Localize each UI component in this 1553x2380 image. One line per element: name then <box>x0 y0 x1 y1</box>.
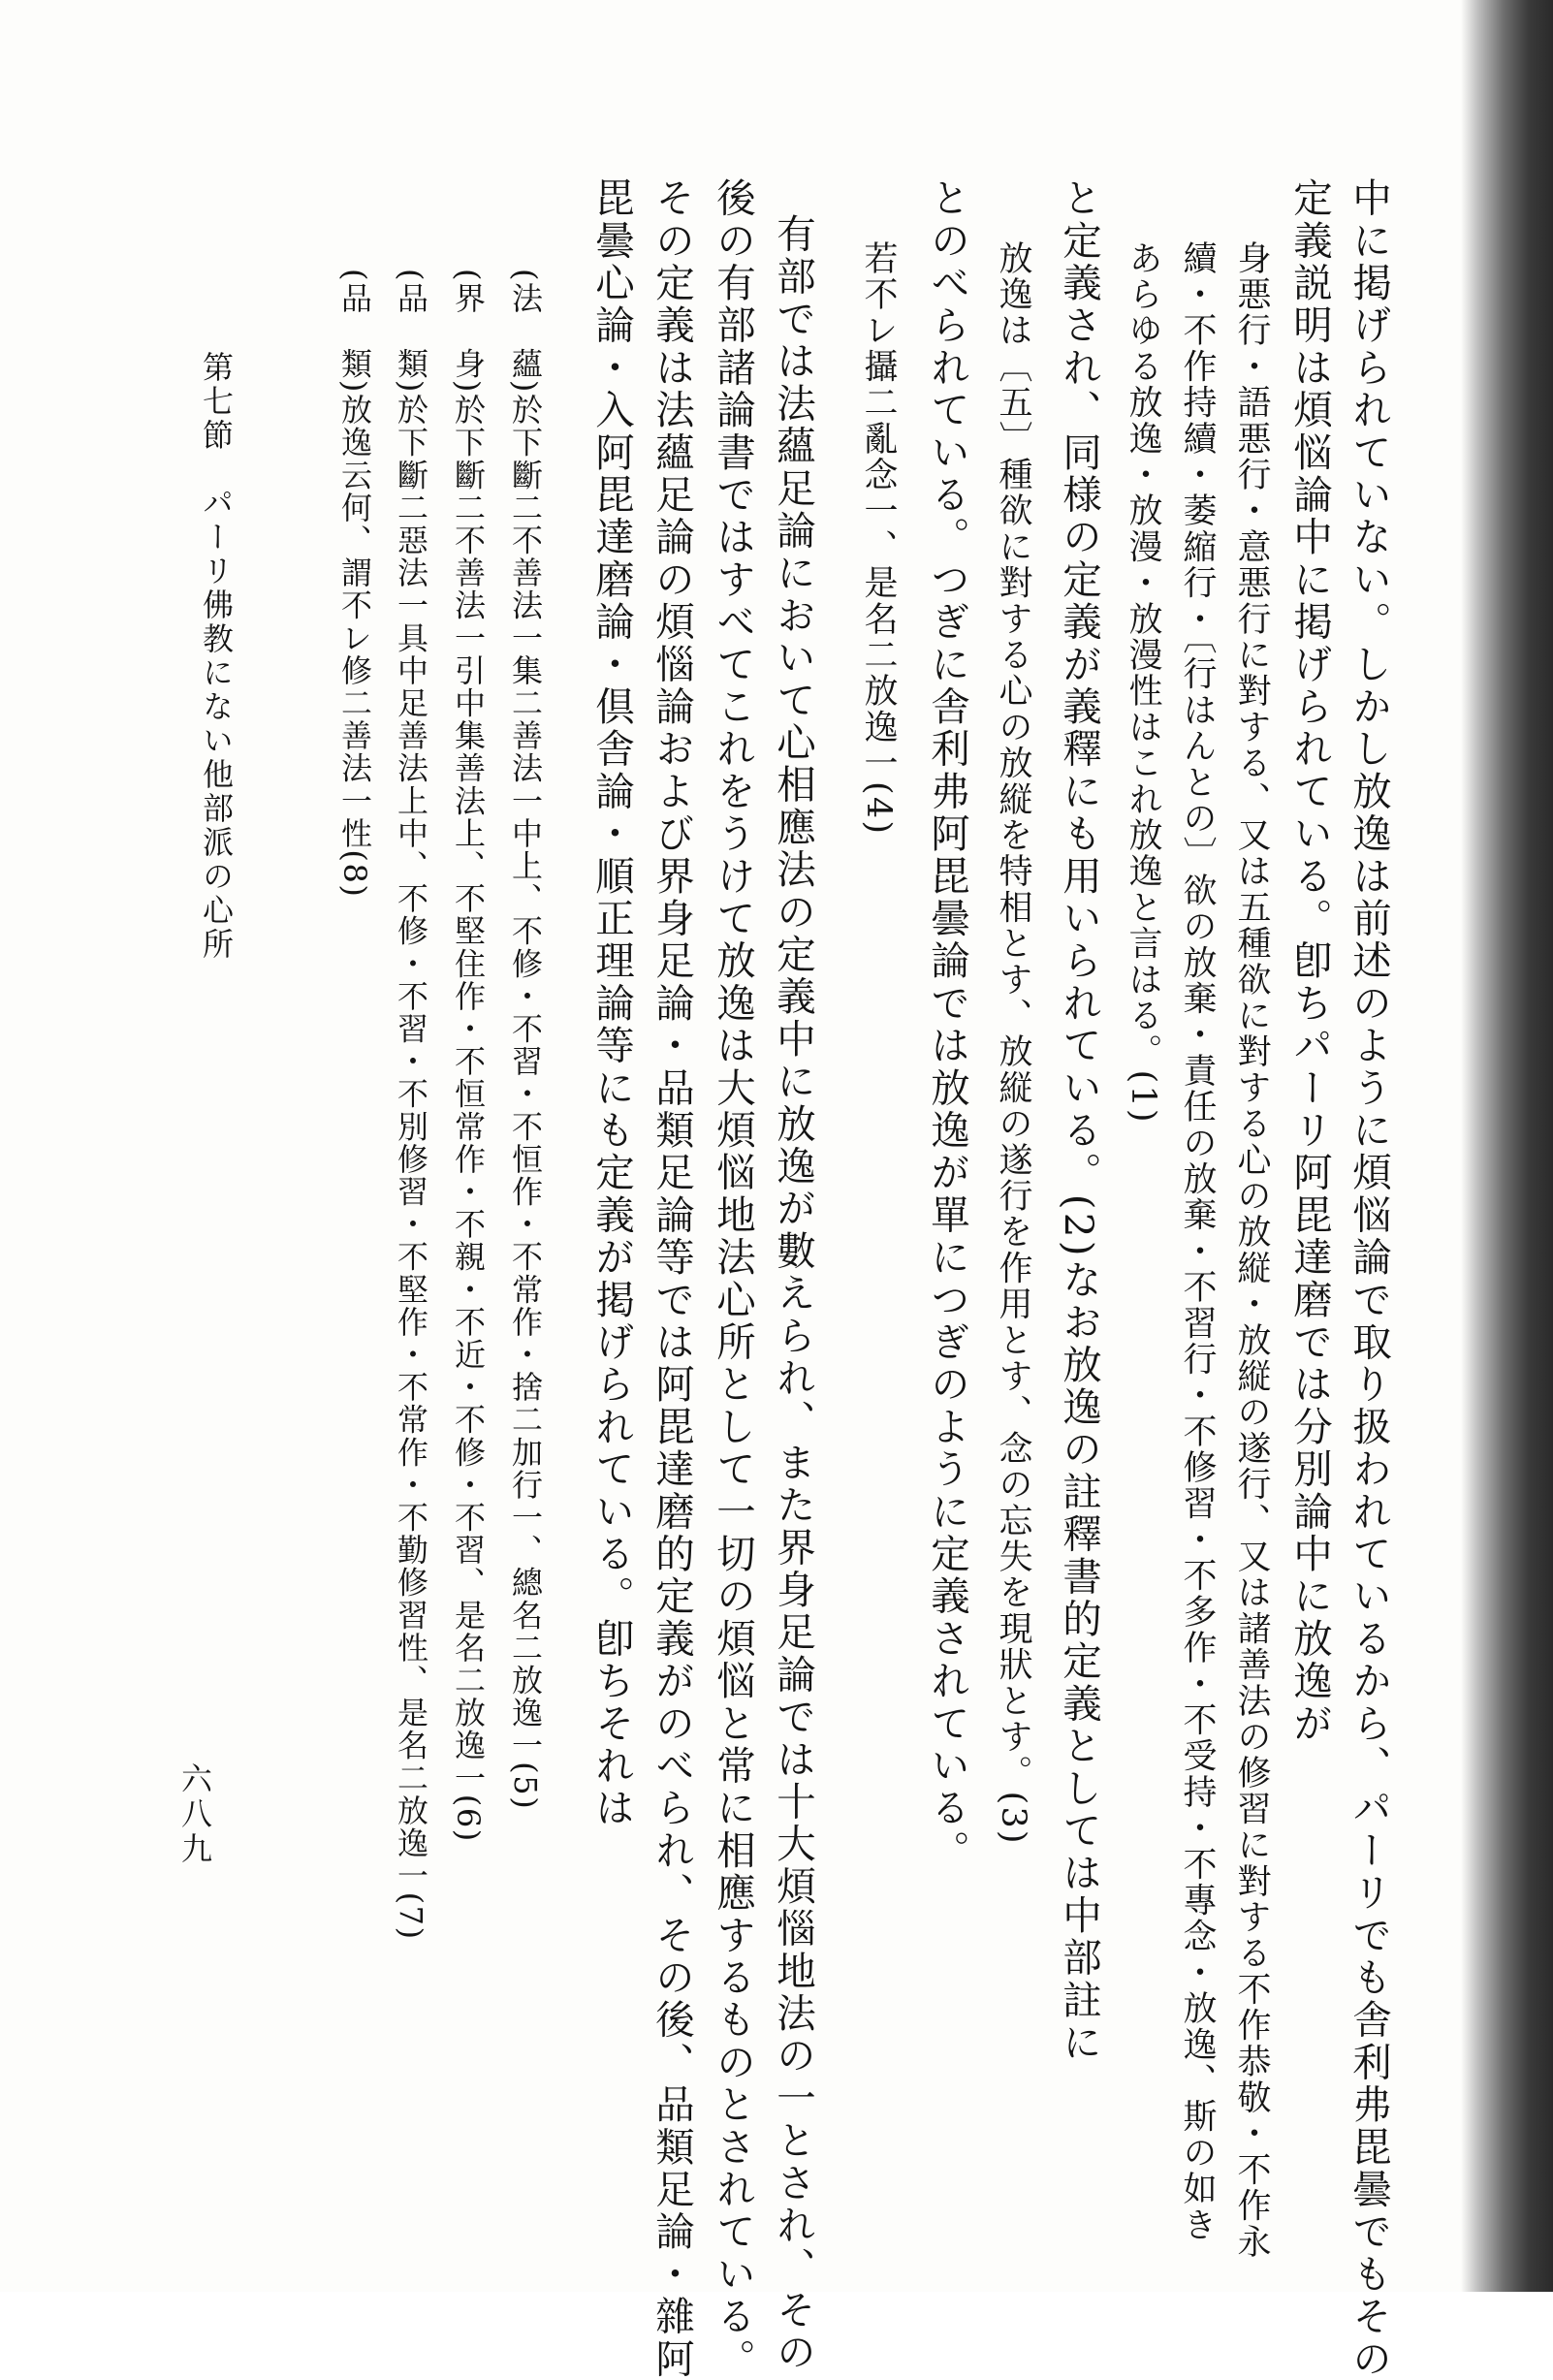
running-header: 第七節 パーリ佛教にない他部派の心所 <box>198 351 235 962</box>
text-column: と定義され、同様の定義が義釋にも用いられている。(2)なお放逸の註釋書的定義としては中部註に <box>1056 177 1102 2065</box>
scan-shadow-edge <box>1461 0 1553 2292</box>
page-number: 六八九 <box>176 1762 213 1867</box>
text-column: 毘曇心論・入阿毘達磨論・倶舎論・順正理論等にも定義が掲げられている。卽ちそれは <box>588 177 635 1830</box>
text-column: 有部では法蘊足論において心相應法の定義中に放逸が數えられ、また界身足論では十大煩惱地法の一とされ、その <box>770 213 816 2374</box>
quote-column: 身悪行・語悪行・意悪行に對する、又は五種欲に對する心の放縦・放縦の遂行、又は諸善法の修習に對する不作恭敬・不作永 <box>1232 240 1271 2261</box>
quote-column: 若不レ攝二亂念一、是名二放逸一(4) <box>859 240 898 837</box>
citation-line: (法 蘊)於下斷二不善法一集二善法一中上、不修・不習・不恒作・不常作・捨二加行一、總名二放逸一(5) <box>507 269 544 1811</box>
citation-line: (品 類)放逸云何、謂不レ修二善法一性(8) <box>336 269 373 899</box>
citation-line: (界 身)於下斷二不善法一引中集善法上、不堅住作・不恒常作・不親・不近・不修・不習、是名二放逸一(6) <box>450 269 487 1843</box>
quote-column: 續・不作持續・萎縮行・〔行はんとの〕欲の放棄・責任の放棄・不習行・不修習・不多作・不受持・不專念・放逸、斯の如き <box>1178 240 1217 2243</box>
text-column: とのべられている。つぎに舎利弗阿毘曇論では放逸が單につぎのように定義されている。 <box>924 177 970 1872</box>
text-column: 中に掲げられていない。しかし放逸は前述のように煩悩論で取り扱われているから、パーリでも舎利弗毘曇でもその <box>1346 177 1392 2380</box>
text-column: 後の有部諸論書ではすべてこれをうけて放逸は大煩悩地法心所として一切の煩悩と常に相應するものとされている。 <box>710 177 756 2380</box>
quote-column: 放逸は〔五〕種欲に對する心の放縦を特相とす、放縦の遂行を作用とす、念の忘失を現狀とす。(3) <box>994 240 1032 1846</box>
text-column: その定義は法蘊足論の煩惱論および界身足論・品類足論等では阿毘達磨的定義がのべられ、その後、品類足論・雜阿 <box>649 177 695 2380</box>
quote-column: あらゆる放逸・放漫・放漫性はこれ放逸と言はる。(1) <box>1124 240 1162 1125</box>
citation-line: (品 類)於下斷二惡法一具中足善法上中、不修・不習・不別修習・不堅作・不常作・不勤修習性、是名二放逸一(7) <box>393 269 429 1941</box>
text-column: 定義説明は煩悩論中に掲げられている。卽ちパーリ阿毘達磨では分別論中に放逸が <box>1286 177 1333 1745</box>
